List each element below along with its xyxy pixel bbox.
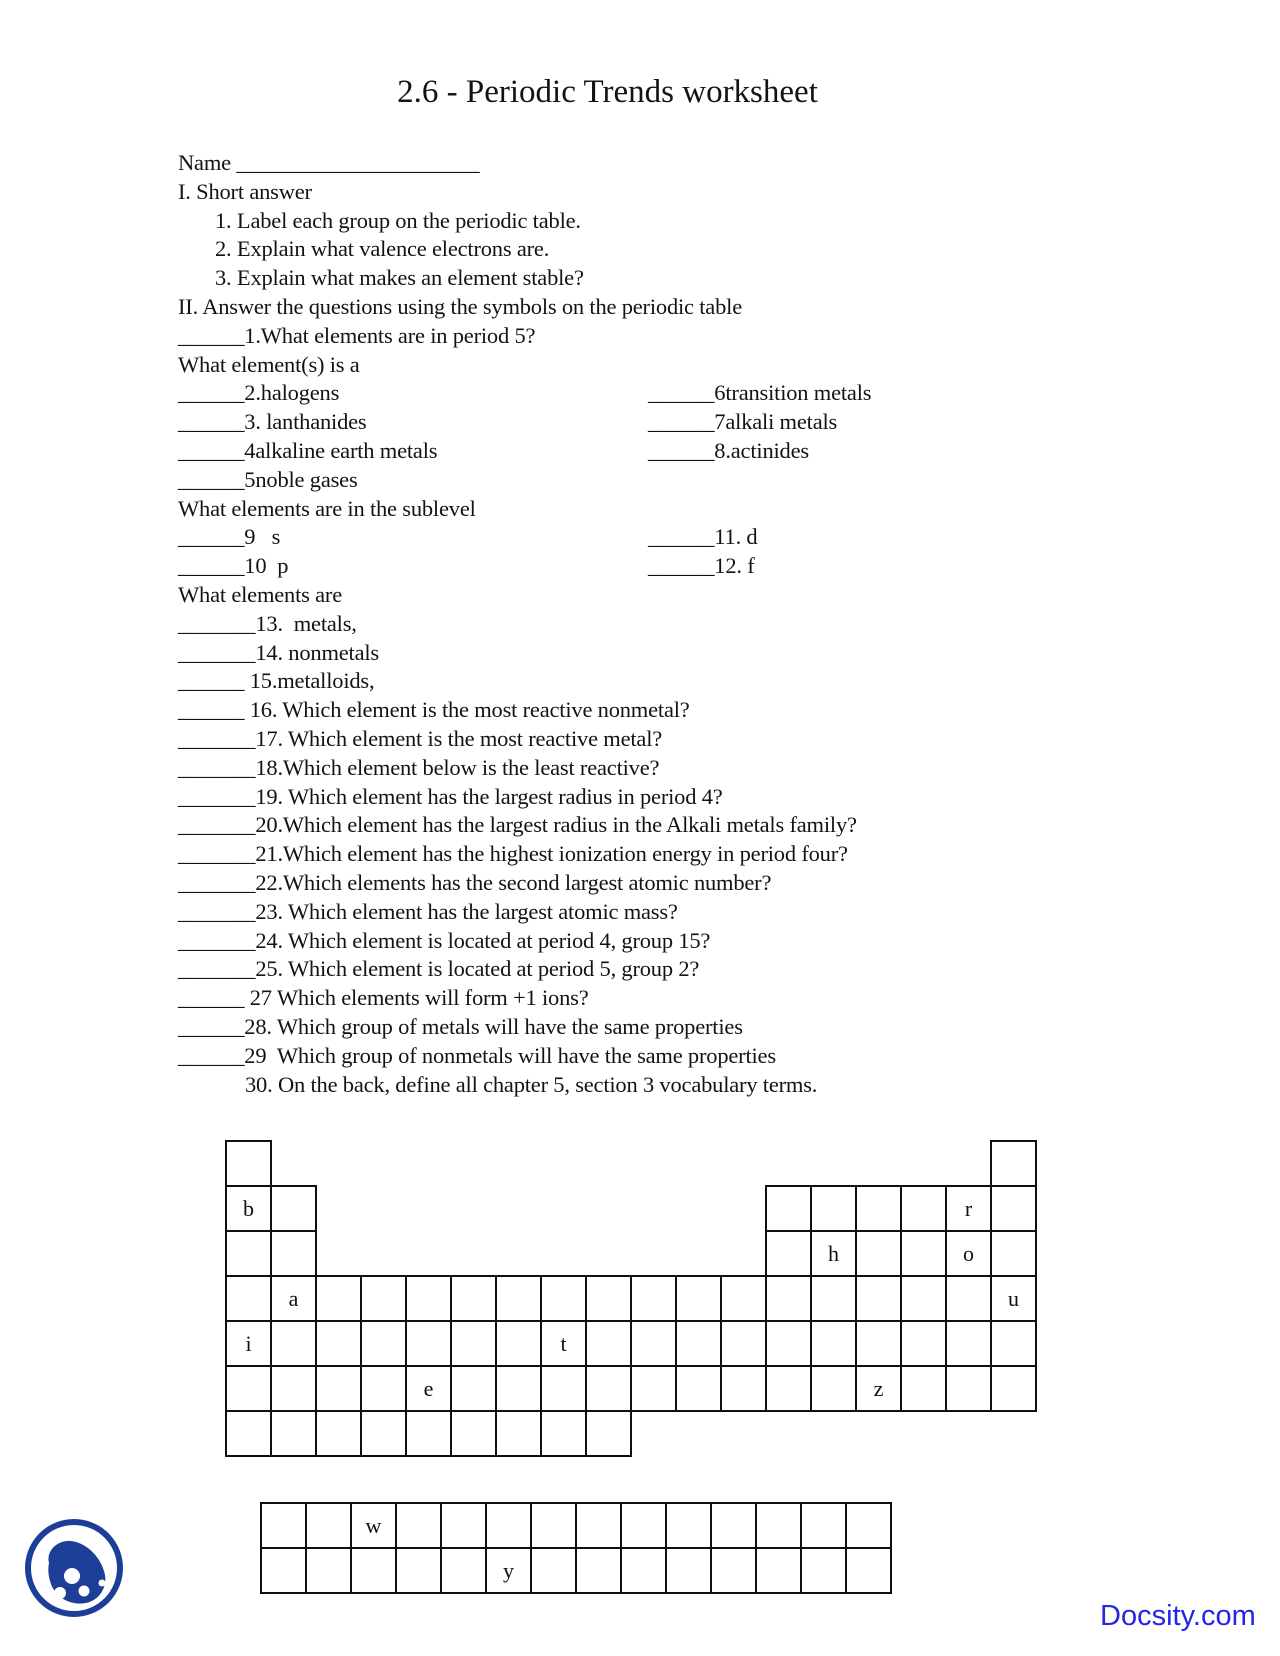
worksheet-line (0, 322, 1280, 351)
line-text-right: ______8.actinides (648, 437, 809, 463)
table-cell (485, 1502, 532, 1549)
line-text: ______ 16. Which element is the most reactive nonmetal? (178, 697, 690, 723)
line-text: ______29 Which group of nonmetals will have the same properties (178, 1042, 776, 1068)
table-cell (765, 1275, 812, 1322)
table-cell (450, 1320, 497, 1367)
line-text: ______ 27 Which elements will form +1 ions? (178, 985, 589, 1011)
line-text: ______1.What elements are in period 5? (178, 322, 536, 348)
worksheet-title: 2.6 - Periodic Trends worksheet (397, 74, 818, 110)
table-cell (270, 1230, 317, 1277)
table-cell (405, 1320, 452, 1367)
worksheet-line (0, 783, 1280, 812)
periodic-table-main (225, 1140, 1040, 1460)
cell-letter: z (873, 1375, 884, 1401)
worksheet-line (0, 437, 1280, 466)
table-cell (270, 1365, 317, 1412)
table-cell (530, 1502, 577, 1549)
table-cell (495, 1275, 542, 1322)
line-text: _______25. Which element is located at period 5, group 2? (178, 956, 700, 982)
table-cell (270, 1320, 317, 1367)
line-text: ______10 p (178, 553, 289, 579)
worksheet-line (0, 927, 1280, 956)
table-cell (845, 1547, 892, 1594)
table-cell (585, 1365, 632, 1412)
table-cell (900, 1230, 947, 1277)
worksheet-line (0, 235, 1280, 264)
line-text: ______ 15.metalloids, (178, 668, 375, 694)
table-cell (450, 1275, 497, 1322)
line-text: What element(s) is a (178, 351, 360, 377)
line-text: 1. Label each group on the periodic table. (215, 207, 581, 233)
line-text: I. Short answer (178, 178, 312, 204)
table-cell (540, 1275, 587, 1322)
table-cell (990, 1320, 1037, 1367)
line-text: 3. Explain what makes an element stable? (215, 265, 584, 291)
table-cell (225, 1320, 272, 1367)
table-cell (945, 1320, 992, 1367)
table-cell (495, 1365, 542, 1412)
table-cell (810, 1230, 857, 1277)
line-text: _______20.Which element has the largest radius in the Alkali metals family? (178, 812, 857, 838)
line-text-right: ______7alkali metals (648, 409, 838, 435)
line-text: 30. On the back, define all chapter 5, section 3 vocabulary terms. (245, 1071, 818, 1097)
line-text: ______9 s (178, 524, 281, 550)
periodic-table-fblock (260, 1502, 895, 1597)
worksheet-line (0, 351, 1280, 380)
line-text: _______17. Which element is the most reactive metal? (178, 725, 663, 751)
line-text: What elements are in the sublevel (178, 495, 476, 521)
table-cell (720, 1320, 767, 1367)
table-cell (765, 1320, 812, 1367)
table-cell (225, 1410, 272, 1457)
worksheet-line (0, 264, 1280, 293)
table-cell (990, 1185, 1037, 1232)
line-text: Name ______________________ (178, 150, 480, 175)
table-cell (540, 1365, 587, 1412)
table-cell (575, 1547, 622, 1594)
line-text: 2. Explain what valence electrons are. (215, 236, 550, 262)
cell-letter: w (365, 1512, 382, 1538)
table-cell (900, 1365, 947, 1412)
cell-letter: h (828, 1240, 839, 1266)
table-cell (675, 1365, 722, 1412)
worksheet-line (0, 696, 1280, 725)
worksheet-line (0, 466, 1280, 495)
table-cell (395, 1547, 442, 1594)
line-text: _______18.Which element below is the least reactive? (178, 754, 660, 780)
worksheet-line (0, 552, 1280, 581)
table-cell (720, 1275, 767, 1322)
table-cell (765, 1365, 812, 1412)
table-cell (350, 1502, 397, 1549)
table-cell (360, 1275, 407, 1322)
table-cell (315, 1320, 362, 1367)
table-cell (315, 1410, 362, 1457)
worksheet-line (0, 1013, 1280, 1042)
table-cell (360, 1320, 407, 1367)
cell-letter: r (964, 1195, 973, 1221)
table-cell (855, 1320, 902, 1367)
table-cell (395, 1502, 442, 1549)
cell-letter: b (243, 1195, 254, 1221)
worksheet-line (0, 840, 1280, 869)
table-cell (755, 1502, 802, 1549)
cell-letter: i (245, 1330, 252, 1356)
table-cell (900, 1275, 947, 1322)
table-cell (405, 1275, 452, 1322)
cell-letter: e (423, 1375, 434, 1401)
table-cell (765, 1185, 812, 1232)
table-cell (710, 1502, 757, 1549)
table-cell (855, 1230, 902, 1277)
table-cell (990, 1140, 1037, 1187)
table-cell (845, 1502, 892, 1549)
worksheet-line (0, 984, 1280, 1013)
table-cell (270, 1410, 317, 1457)
line-text-right: ______11. d (648, 524, 758, 550)
table-cell (350, 1547, 397, 1594)
table-cell (270, 1275, 317, 1322)
line-text: _______24. Which element is located at period 4, group 15? (178, 927, 711, 953)
table-cell (630, 1320, 677, 1367)
table-cell (620, 1547, 667, 1594)
cell-letter: y (503, 1557, 514, 1583)
table-cell (630, 1275, 677, 1322)
cell-letter: o (963, 1240, 974, 1266)
line-text-right: ______12. f (648, 553, 755, 579)
table-cell (305, 1547, 352, 1594)
worksheet-line (0, 639, 1280, 668)
line-text: ______3. lanthanides (178, 409, 367, 435)
line-text: _______23. Which element has the largest atomic mass? (178, 898, 678, 924)
table-cell (225, 1140, 272, 1187)
table-cell (855, 1185, 902, 1232)
question-list (0, 149, 1280, 1099)
worksheet-line (0, 408, 1280, 437)
table-cell (990, 1365, 1037, 1412)
table-cell (405, 1365, 452, 1412)
worksheet-line (0, 610, 1280, 639)
worksheet-line (0, 869, 1280, 898)
table-cell (900, 1185, 947, 1232)
worksheet-line (0, 811, 1280, 840)
table-cell (360, 1410, 407, 1457)
table-cell (450, 1410, 497, 1457)
line-text: _______13. metals, (178, 610, 357, 636)
table-cell (945, 1185, 992, 1232)
table-cell (315, 1365, 362, 1412)
table-cell (540, 1320, 587, 1367)
table-cell (485, 1547, 532, 1594)
docsity-logo-icon (22, 1516, 126, 1620)
line-text: ______5noble gases (178, 466, 358, 492)
line-text: _______14. nonmetals (178, 639, 379, 665)
cell-letter: a (288, 1285, 299, 1311)
table-cell (800, 1502, 847, 1549)
cell-letter: t (560, 1330, 567, 1356)
line-text: II. Answer the questions using the symbols on the periodic table (178, 293, 742, 319)
worksheet-line (0, 523, 1280, 552)
table-cell (990, 1230, 1037, 1277)
table-cell (855, 1365, 902, 1412)
table-cell (270, 1185, 317, 1232)
table-cell (710, 1547, 757, 1594)
line-text: What elements are (178, 581, 343, 607)
table-cell (440, 1547, 487, 1594)
table-cell (675, 1275, 722, 1322)
table-cell (575, 1502, 622, 1549)
table-cell (450, 1365, 497, 1412)
worksheet-line (0, 379, 1280, 408)
table-cell (585, 1275, 632, 1322)
table-cell (765, 1230, 812, 1277)
table-cell (900, 1320, 947, 1367)
table-cell (530, 1547, 577, 1594)
table-cell (440, 1502, 487, 1549)
worksheet-line (0, 754, 1280, 783)
table-cell (225, 1185, 272, 1232)
table-cell (810, 1365, 857, 1412)
worksheet-line (0, 495, 1280, 524)
worksheet-line (0, 293, 1280, 322)
line-text: ______4alkaline earth metals (178, 437, 438, 463)
table-cell (315, 1275, 362, 1322)
line-text: ______28. Which group of metals will have the same properties (178, 1013, 743, 1039)
table-cell (540, 1410, 587, 1457)
worksheet-line (0, 955, 1280, 984)
worksheet-line (0, 898, 1280, 927)
table-cell (620, 1502, 667, 1549)
line-text-right: ______6transition metals (648, 380, 872, 406)
table-cell (225, 1365, 272, 1412)
table-cell (665, 1547, 712, 1594)
worksheet-line (0, 581, 1280, 610)
table-cell (990, 1275, 1037, 1322)
table-cell (585, 1410, 632, 1457)
table-cell (665, 1502, 712, 1549)
table-cell (495, 1410, 542, 1457)
table-cell (305, 1502, 352, 1549)
table-cell (675, 1320, 722, 1367)
table-cell (800, 1547, 847, 1594)
worksheet-line (0, 207, 1280, 236)
worksheet-line (0, 1042, 1280, 1071)
table-cell (945, 1365, 992, 1412)
table-cell (495, 1320, 542, 1367)
table-cell (720, 1365, 767, 1412)
worksheet-line (0, 178, 1280, 207)
table-cell (855, 1275, 902, 1322)
line-text: _______22.Which elements has the second largest atomic number? (178, 869, 772, 895)
worksheet-line (0, 725, 1280, 754)
table-cell (585, 1320, 632, 1367)
table-cell (260, 1502, 307, 1549)
docsity-link[interactable]: Docsity.com (1100, 1600, 1256, 1632)
table-cell (810, 1275, 857, 1322)
cell-letter: u (1008, 1285, 1019, 1311)
table-cell (945, 1230, 992, 1277)
worksheet-line (0, 149, 1280, 178)
table-cell (360, 1365, 407, 1412)
worksheet-line (0, 667, 1280, 696)
line-text: _______19. Which element has the largest radius in period 4? (178, 783, 723, 809)
table-cell (810, 1320, 857, 1367)
line-text: ______2.halogens (178, 380, 340, 406)
table-cell (225, 1230, 272, 1277)
table-cell (260, 1547, 307, 1594)
line-text: _______21.Which element has the highest ionization energy in period four? (178, 841, 848, 867)
table-cell (405, 1410, 452, 1457)
table-cell (225, 1275, 272, 1322)
table-cell (755, 1547, 802, 1594)
table-cell (945, 1275, 992, 1322)
table-cell (630, 1365, 677, 1412)
table-cell (810, 1185, 857, 1232)
worksheet-line (0, 1071, 1280, 1100)
